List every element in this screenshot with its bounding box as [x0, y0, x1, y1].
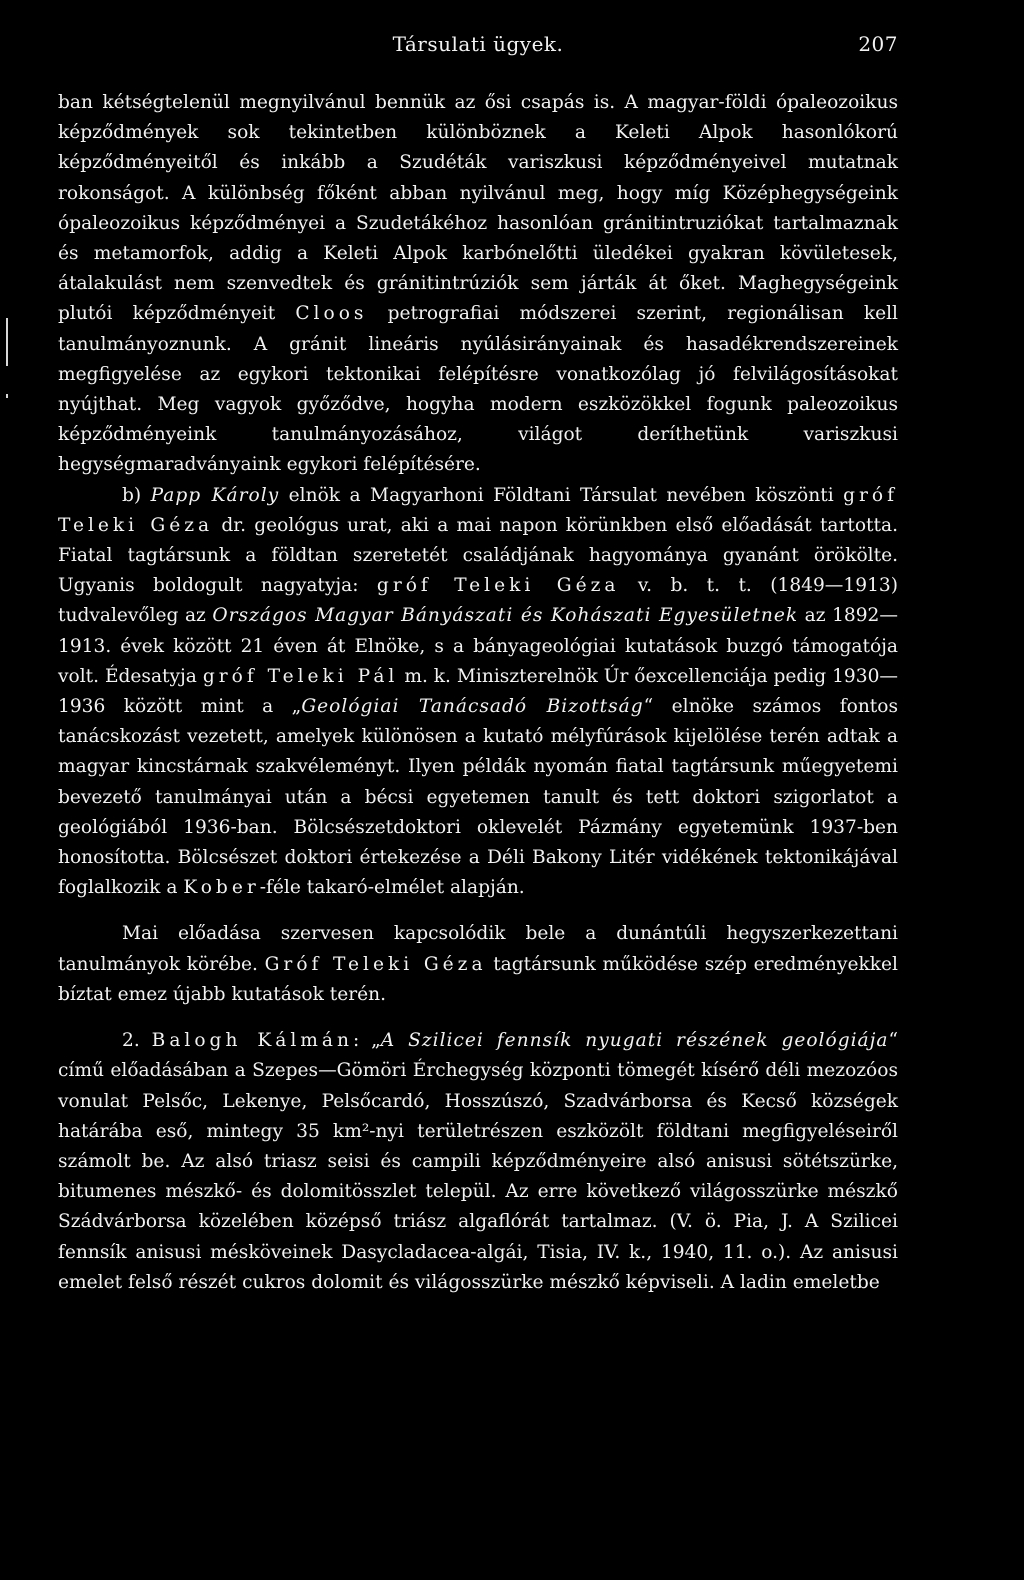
p1-text-b: petrografiai módszerei szerint, regionálisan kell tanulmányoznunk. A gránit lineáris nyúlásirányainak és hasadékrendszereinek megfigyelése az egykori tektonikai felépítésre vonatkozólag jó felvilágosításokat nyújthat. Meg vagyok győződve, hogyha modern eszközökkel fogunk paleozoikus képződményeink tanulmányozásához, világot deríthetünk variszkusi hegységmaradványaink egykori felépítésére. — [58, 303, 898, 476]
society-name: Országos Magyar Bányászati és Kohászati Egyesületnek — [212, 605, 799, 627]
p4-lead: 2. — [122, 1030, 152, 1052]
p2-lead: b) — [122, 484, 151, 506]
paragraph-4 — [58, 1026, 898, 1298]
name-teleki-geza: gróf Teleki Géza — [58, 484, 898, 536]
body-text — [58, 88, 898, 1298]
p2-text-c: v. b. t. t. (1849—1913) tudvalevőleg az — [58, 575, 898, 627]
name-cloos: Cloos — [295, 303, 368, 325]
name-kober: Kober — [183, 877, 260, 899]
lecture-title: A Szilicei fennsík nyugati részének geológiája — [380, 1030, 889, 1052]
paragraph-1 — [58, 88, 898, 481]
paragraph-3 — [58, 919, 898, 1010]
p2-text-b: dr. geológus urat, aki a mai napon körünkben első előadását tartotta. Fiatal tagtársunk a földtan szeretetét családjának hagyománya gyanánt örökölte. Ugyanis boldogult nagyatyja: — [58, 514, 898, 597]
name-papp-karoly: Papp Károly — [150, 484, 280, 506]
name-teleki-geza-elder: gróf Teleki Géza — [376, 575, 620, 597]
running-title: Társulati ügyek. — [392, 32, 564, 56]
p1-text-a: ban kétségtelenül megnyilvánul bennük az ősi csapás is. A magyar-földi ópaleozoikus képződmények sok tekintetben különböznek a Keleti Alpok hasonlókorú képződményeitől és inkább a Szudéták variszkusi képződményeivel mutatnak rokonságot. A különbség főként abban nyilvánul meg, hogy míg Középhegységeink ópaleozoikus képződményei a Szudetákéhoz hasonlóan gránitintruziókat tartalmaznak és metamorfok, addig a Keleti Alpok karbónelőtti üledékei gyakran kövületesek, átalakulást nem szenvedtek és gránitintrúziók sem járták át őket. Maghegységeink plutói képződményeit — [58, 92, 898, 325]
committee-name: Geológiai Tanácsadó Bizottság — [301, 696, 644, 718]
page-number: 207 — [858, 32, 898, 56]
p2-text-a: elnök a Magyarhoni Földtani Társulat nevében köszönti — [279, 484, 844, 506]
name-balogh-kalman: Balogh Kálmán — [151, 1030, 353, 1052]
book-page — [58, 28, 898, 1298]
p4-text-b: “ című előadásában a Szepes—Gömöri Érchegység központi tömegét kísérő déli mezozóos vonulat Pelsőc, Lekenye, Pelsőcardó, Hosszúszó, Szadvárborsa és Kecső községek határába eső, mintegy 35 km²-nyi területrészen eszközölt földtani megfigyeléseiről számolt be. Az alsó triasz seisi és campili képződményeire alsó anisusi sötétszürke, bitumenes mészkő- és dolomitösszlet települ. Az erre következő világosszürke mészkő Szádvárborsa közelében középső triász algaflórát tartalmaz. (V. ö. Pia, J. A Szilicei fennsík anisusi mésköveinek Dasycladacea-algái, Tisia, IV. k., 1940, 11. o.). Az anisusi emelet felső részét cukros dolomit és világosszürke mészkő képviseli. A ladin emeletbe — [58, 1030, 898, 1293]
p2-text-g: -féle takaró-elmélet alapján. — [259, 877, 525, 899]
p2-text-d: az 1892—1913. évek között 21 éven át Elnöke, s a bányageológiai kutatások buzgó támogatója volt. Édesatyja — [58, 605, 898, 687]
running-header — [58, 28, 898, 68]
p3-text-b: tagtársunk működése szép eredményekkel bíztat emez újabb kutatások terén. — [58, 953, 898, 1005]
margin-mark-upper — [6, 318, 8, 366]
name-teleki-pal: gróf Teleki Pál — [202, 665, 399, 687]
name-teleki-geza-2: Gróf Teleki Géza — [264, 953, 487, 975]
paragraph-2 — [58, 481, 898, 904]
p4-text-a: : „ — [352, 1030, 381, 1052]
p2-text-f: “ elnöke számos fontos tanácskozást vezetett, amelyek különösen a kutató mélyfúrások kijelölése terén adtak a magyar kincstárnak szakvéleményt. Ilyen példák nyomán fiatal tagtársunk műegyetemi bevezető tanulmányai után a bécsi egyetemen tanult és tett doktori szigorlatot a geológiából 1936-ban. Bölcsészetdoktori oklevelét Pázmány egyetemünk 1937-ben honosította. Bölcsészet doktori értekezése a Déli Bakony Litér vidékének tektonikájával foglalkozik a — [58, 696, 898, 899]
p3-text-a: Mai előadása szervesen kapcsolódik bele a dunántúli hegyszerkezettani tanulmányok körébe. — [58, 923, 898, 975]
p2-text-e: m. k. Miniszterelnök Úr őexcellenciája pedig 1930—1936 között mint a „ — [58, 665, 898, 718]
margin-mark-lower — [6, 394, 8, 398]
